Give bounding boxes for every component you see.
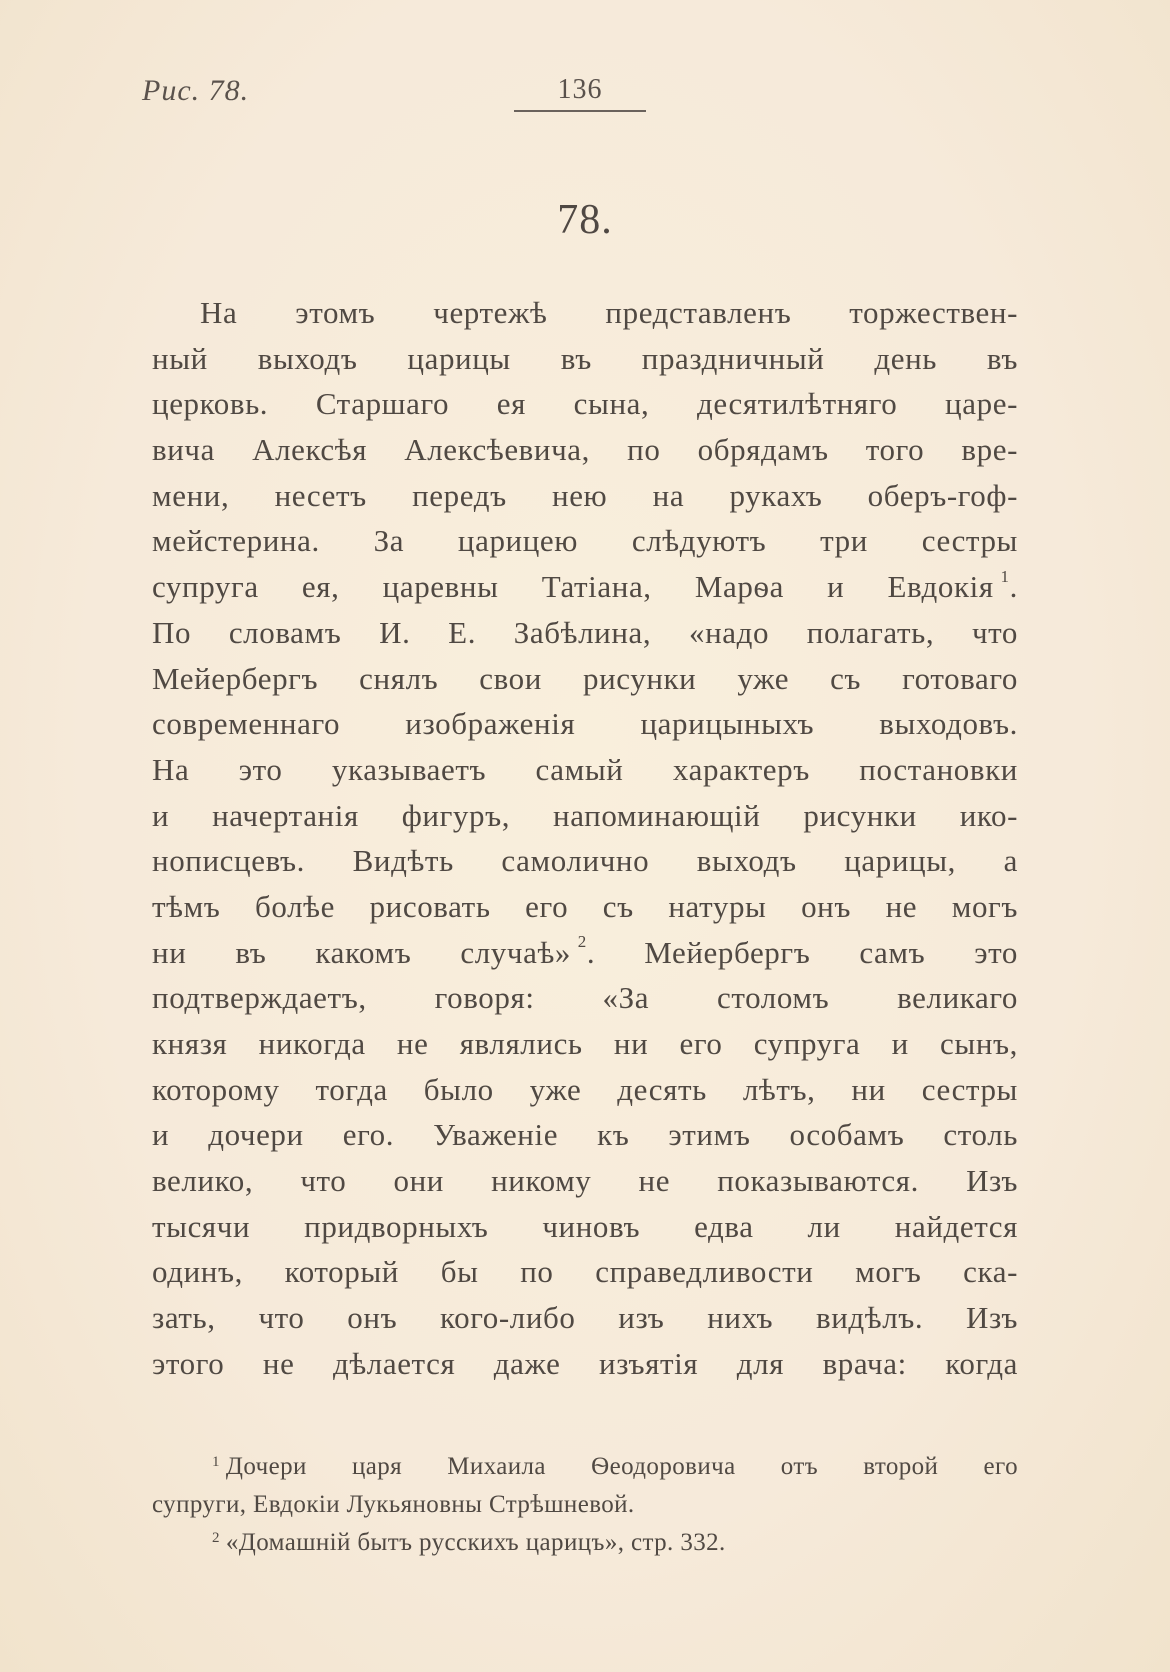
body-line: мейстерина. За царицею слѣдуютъ три сестры [152, 523, 1018, 559]
body-line: мени, несетъ передъ нею на рукахъ оберъ-гоф- [152, 477, 1018, 513]
body-line: тысячи придворныхъ чиновъ едва ли найдется [152, 1208, 1018, 1244]
body-line: которому тогда было уже десять лѣтъ, ни сестры [152, 1071, 1018, 1107]
body-line: подтверждаетъ, говоря: «За столомъ великаго [152, 980, 1018, 1016]
body-line: вича Алексѣя Алексѣевича, по обрядамъ того вре- [152, 432, 1018, 468]
body-line: одинъ, который бы по справедливости могъ ска- [152, 1254, 1018, 1290]
body-line: этого не дѣлается даже изъятія для врача: когда [152, 1345, 1018, 1381]
footnote-1-continued: супруги, Евдокіи Лукьяновны Стрѣшневой. [152, 1491, 635, 1518]
page-number: 136 [514, 74, 646, 112]
body-line: и дочери его. Уваженіе къ этимъ особамъ столь [152, 1117, 1018, 1153]
body-line-text: ни въ какомъ случаѣ» [152, 934, 571, 970]
footnote-mark: 1 [212, 1454, 220, 1470]
footnote-reference-2: 2 [577, 932, 587, 952]
body-line: князя никогда не являлись ни его супруга и сынъ, [152, 1026, 1018, 1061]
figure-reference: Рис. 78. [142, 74, 250, 107]
body-line: На это указываетъ самый характеръ постановки [152, 751, 1018, 787]
body-text [152, 290, 1018, 1387]
section-number: 78. [557, 197, 613, 243]
body-line: современнаго изображенія царицыныхъ выходовъ. [152, 706, 1018, 742]
footnote-2 [152, 1524, 1018, 1562]
footnotes [152, 1448, 1018, 1562]
body-line: По словамъ И. Е. Забѣлина, «надо полагать, что [152, 614, 1018, 650]
footnote-1 [152, 1448, 1018, 1486]
body-line-with-note [152, 564, 1018, 610]
body-line: зать, что онъ кого-либо изъ нихъ видѣлъ. Изъ [152, 1300, 1018, 1336]
body-line: ный выходъ царицы въ праздничный день въ [152, 340, 1018, 376]
footnote-text: «Домашній бытъ русскихъ царицъ», стр. 332. [225, 1529, 726, 1556]
footnote-text: Дочери царя Михаила Ѳеодоровича отъ второй его [225, 1453, 1018, 1480]
footnote-reference-1: 1 [1000, 566, 1010, 586]
body-line: На этомъ чертежѣ представленъ торжествен- [200, 295, 1018, 330]
body-line: Мейербергъ снялъ свои рисунки уже съ готоваго [152, 660, 1018, 696]
body-line: тѣмъ болѣе рисовать его съ натуры онъ не могъ [152, 888, 1018, 924]
page-header [142, 74, 1022, 124]
body-line-text: супруга ея, царевны Татіана, Марѳа и Евдокія [152, 569, 994, 605]
body-line-tail: . Мейербергъ самъ это [586, 934, 1018, 970]
body-line-tail: . [1009, 569, 1018, 605]
body-line: нописцевъ. Видѣть самолично выходъ царицы, а [152, 843, 1018, 879]
body-line: церковь. Старшаго ея сына, десятилѣтняго царе- [152, 386, 1018, 422]
body-line: и начертанія фигуръ, напоминающій рисунки ико- [152, 797, 1018, 833]
body-line: велико, что они никому не показываются. Изъ [152, 1163, 1018, 1199]
body-line-with-note [152, 930, 1018, 976]
footnote-mark: 2 [212, 1530, 220, 1546]
